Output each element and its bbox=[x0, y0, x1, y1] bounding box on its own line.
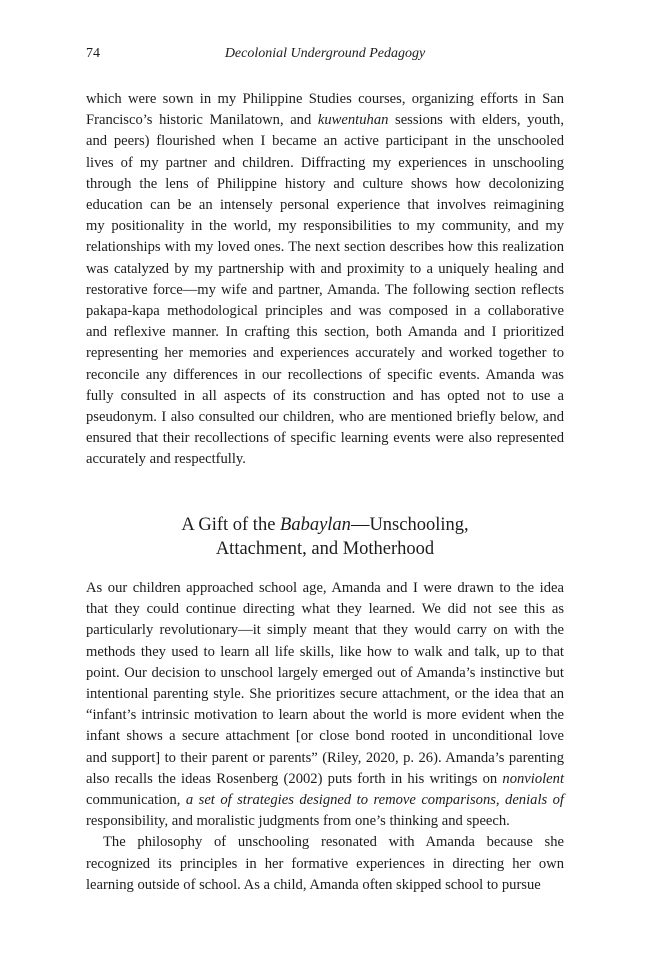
section-body bbox=[86, 578, 564, 896]
section-heading-line-1: A Gift of the Babaylan—Unschooling, bbox=[181, 515, 469, 535]
text-line: was catalyzed by my partnership with and proximity to a uniquely healing and bbox=[86, 260, 564, 277]
text-line: learning outside of school. As a child, Amanda often skipped school to pursue bbox=[86, 876, 541, 893]
paragraph-1 bbox=[86, 89, 564, 471]
text-line: that they could continue directing what they learned. We did not see this as bbox=[86, 601, 564, 618]
text-line: methods they used to learn all life skills, like how to walk and talk, up to that bbox=[86, 643, 564, 660]
text-line: restorative force—my wife and partner, Amanda. The following section reflects bbox=[86, 281, 564, 298]
section-heading-line-2: Attachment, and Motherhood bbox=[215, 539, 435, 559]
text-line: through the lens of Philippine history and culture shows how decolonizing bbox=[86, 175, 564, 192]
text-line: and reflexive manner. In crafting this section, both Amanda and I prioritized bbox=[86, 324, 564, 341]
text-line: lives of my partner and children. Diffracting my experiences in unschooling bbox=[86, 154, 564, 171]
text-line: education can be an intensely personal experience that involves reimagining bbox=[86, 197, 564, 214]
text-line: which were sown in my Philippine Studies courses, organizing efforts in San bbox=[86, 91, 564, 107]
text-line: particularly revolutionary—it simply meant that they would carry on with the bbox=[86, 622, 564, 639]
text-line: representing her memories and experiences accurately and worked together to bbox=[86, 345, 564, 362]
page-header bbox=[86, 46, 564, 66]
text-line: point. Our decision to unschool largely emerged out of Amanda’s instinctive but bbox=[86, 664, 564, 681]
paragraph-2 bbox=[86, 578, 564, 832]
page-number: 74 bbox=[86, 46, 100, 61]
text-line: infant shows a secure attachment [or close bond rooted in unconditional love bbox=[86, 728, 564, 745]
text-line: “infant’s intrinsic motivation to learn about the world is more evident when the bbox=[86, 707, 564, 724]
text-line: my positionality in the world, my responsibilities to my community, and my bbox=[86, 218, 564, 235]
text-line: The philosophy of unschooling resonated with Amanda because she bbox=[103, 834, 564, 851]
text-line: also recalls the ideas Rosenberg (2002) puts forth in his writings on nonviolent bbox=[86, 770, 564, 787]
text-line: responsibility, and moralistic judgments from one’s thinking and speech. bbox=[86, 813, 510, 830]
text-line: recognized its principles in her formative experiences in directing her own bbox=[86, 855, 564, 872]
text-line: As our children approached school age, Amanda and I were drawn to the idea bbox=[86, 580, 564, 596]
text-line: pakapa-kapa methodological principles and was composed in a collaborative bbox=[86, 303, 564, 320]
text-line: relationships with my loved ones. The next section describes how this realization bbox=[86, 239, 564, 256]
section-heading bbox=[86, 513, 564, 561]
text-line: intentional parenting style. She prioritizes secure attachment, or the idea that an bbox=[86, 686, 564, 703]
text-line: communication, a set of strategies designed to remove comparisons, denials of bbox=[86, 792, 564, 809]
text-line: and peers) flourished when I became an active participant in the unschooled bbox=[86, 133, 564, 150]
text-line: ensured that their recollections of specific learning events were also represented bbox=[86, 430, 564, 447]
text-line: accurately and respectfully. bbox=[86, 451, 246, 468]
paragraph bbox=[86, 89, 564, 471]
running-title: Decolonial Underground Pedagogy bbox=[224, 46, 426, 61]
text-line: reconcile any differences in our recollections of specific events. Amanda was bbox=[86, 366, 564, 383]
text-line: and support] to their parent or parents” (Riley, 2020, p. 26). Amanda’s parenting bbox=[86, 749, 564, 766]
text-line: pseudonym. I also consulted our children, who are mentioned briefly below, and bbox=[86, 409, 564, 426]
text-line: fully consulted in all aspects of its construction and has opted not to use a bbox=[86, 387, 564, 404]
paragraph-3 bbox=[86, 832, 564, 896]
text-line: Francisco’s historic Manilatown, and kuwentuhan sessions with elders, youth, bbox=[86, 112, 564, 129]
